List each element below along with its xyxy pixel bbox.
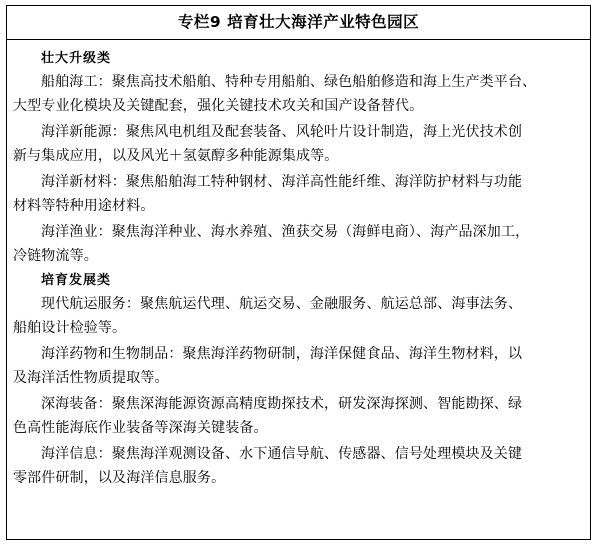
paragraph-shipping-services bbox=[13, 292, 584, 340]
paragraph-deep-sea-equipment bbox=[13, 392, 584, 440]
box-content bbox=[7, 40, 590, 490]
paragraph-line: 深海装备：聚焦深海能源资源高精度勘探技术，研发深海探测、智能勘探、绿 bbox=[41, 396, 523, 412]
paragraph-line: 及海洋活性物质提取等。 bbox=[13, 370, 169, 386]
paragraph-marine-pharma bbox=[13, 342, 584, 390]
paragraph-line: 船舶设计检验等。 bbox=[13, 320, 127, 336]
feature-box bbox=[6, 5, 591, 540]
paragraph-line: 新与集成应用，以及风光＋氢氨醇多种能源集成等。 bbox=[13, 148, 339, 164]
paragraph-line: 大型专业化模块及关键配套，强化关键技术攻关和国产设备替代。 bbox=[13, 98, 424, 114]
paragraph-line: 海洋信息：聚焦海洋观测设备、水下通信导航、传感器、信号处理模块及关键 bbox=[41, 446, 523, 462]
paragraph-line: 材料等特种用途材料。 bbox=[13, 198, 155, 214]
box-title: 专栏9 培育壮大海洋产业特色园区 bbox=[7, 6, 590, 40]
paragraph-new-energy bbox=[13, 120, 584, 168]
paragraph-new-materials bbox=[13, 170, 584, 218]
paragraph-line: 海洋新材料：聚焦船舶海工特种钢材、海洋高性能纤维、海洋防护材料与功能 bbox=[41, 174, 523, 190]
paragraph-line: 海洋药物和生物制品：聚焦海洋药物研制，海洋保健食品、海洋生物材料，以 bbox=[41, 346, 523, 362]
paragraph-line: 船舶海工：聚焦高技术船舶、特种专用船舶、绿色船舶修造和海上生产类平台、 bbox=[41, 74, 537, 90]
paragraph-line: 冷链物流等。 bbox=[13, 248, 98, 264]
paragraph-line: 现代航运服务：聚焦航运代理、航运交易、金融服务、航运总部、海事法务、 bbox=[41, 296, 523, 312]
paragraph-fishery bbox=[13, 220, 584, 268]
paragraph-marine-info bbox=[13, 442, 584, 490]
category-heading-cultivate: 培育发展类 bbox=[41, 273, 112, 288]
paragraph-line: 色高性能海底作业装备等深海关键装备。 bbox=[13, 420, 268, 436]
paragraph-line: 海洋渔业：聚焦海洋种业、海水养殖、渔获交易（海鲜电商）、海产品深加工， bbox=[41, 224, 530, 240]
category-heading-upgrade: 壮大升级类 bbox=[41, 51, 112, 66]
paragraph-line: 海洋新能源：聚焦风电机组及配套装备、风轮叶片设计制造，海上光伏技术创 bbox=[41, 124, 523, 140]
paragraph-shipbuilding bbox=[13, 70, 584, 118]
paragraph-line: 零部件研制，以及海洋信息服务。 bbox=[13, 470, 226, 486]
